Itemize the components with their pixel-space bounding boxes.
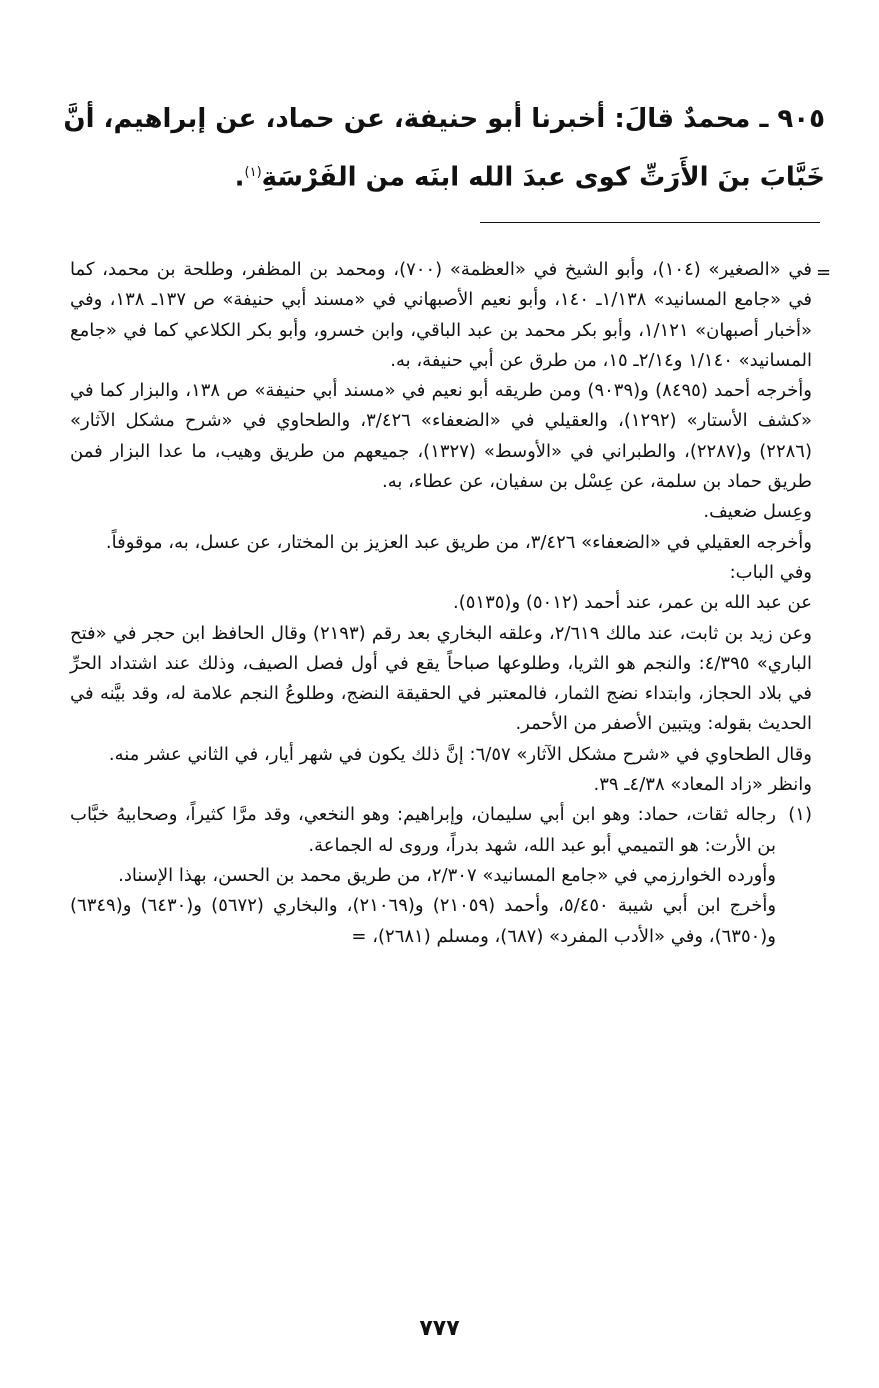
footnote-mark: (١) <box>788 804 812 826</box>
footnote-divider <box>480 222 820 223</box>
footnote-paragraph: وأخرج ابن أبي شيبة ٥/٤٥٠، وأحمد (٢١٠٥٩) و(٢١٠٦٩)، والبخاري (٥٦٧٢) و(٦٤٣٠) و(٦٣٤٩) و(٦٣٥٠)، وفي «الأدب المفرد» (٦٨٧)، ومسلم (٢٦٨١)، = <box>70 895 777 947</box>
footnotes-area <box>70 255 812 952</box>
footnote-text: رجاله ثقات، حماد: وهو ابن أبي سليمان، وإبراهيم: وهو النخعي، وقد مرَّا كثيراً، وصحابيهُ خبَّاب بن الأرت: هو التميمي أبو عبد الله، شهد بدراً، وروى له الجماعة. <box>70 804 776 856</box>
hadith-end-mark: . <box>234 162 245 193</box>
note-paragraph: وعن زيد بن ثابت، عند مالك ٢/٦١٩، وعلقه البخاري بعد رقم (٢١٩٣) وقال الحافظ ابن حجر في «فتح الباري» ٤/٣٩٥: والنجم هو الثريا، وطلوعها صباحاً يقع في أول فصل الصيف، وذلك عند اشتداد الحرِّ في بلاد الحجاز، وابتداء نضج الثمار، فالمعتبر في الحقيقة النضج، وطلوعُ النجم علامة له، وقد بيَّنه في الحديث بقوله: ويتبين الأصفر من الأحمر. <box>70 622 812 735</box>
note-paragraph: عن عبد الله بن عمر، عند أحمد (٥٠١٢) و(٥١٣٥). <box>453 592 812 614</box>
note-paragraph: وفي الباب: <box>729 561 812 583</box>
hadith-line-1: ٩٠٥ ـ محمدٌ قالَ: أخبرنا أبو حنيفة، عن حماد، عن إبراهيم، أنَّ <box>63 104 825 134</box>
footnote-paragraph: وأورده الخوارزمي في «جامع المسانيد» ٢/٣٠٧، من طريق محمد بن الحسن، بهذا الإسناد. <box>118 864 776 886</box>
note-paragraph: وقال الطحاوي في «شرح مشكل الآثار» ٦/٥٧: إنَّ ذلك يكون في شهر أيار، في الثاني عشر منه. <box>108 743 812 765</box>
page-number: ٧٧٧ <box>419 1316 460 1341</box>
hadith-line-2 <box>60 146 825 205</box>
hadith-line-2-text: خَبَّابَ بنَ الأَرَتِّ كوى عبدَ الله ابنَه من الفَرْسَةِ <box>261 162 825 193</box>
continuation-mark: = <box>816 262 832 283</box>
footnote-1 <box>70 800 812 861</box>
note-paragraph: في «الصغير» (١٠٤)، وأبو الشيخ في «العظمة» (٧٠٠)، ومحمد بن المظفر، وطلحة بن محمد، كما في «جامع المسانيد» ١/١٣٨ـ ١٤٠، وأبو نعيم الأصبهاني في «مسند أبي حنيفة» ص ١٣٧ـ ١٣٨، وفي «أخبار أصبهان» ١/١٢١، وأبو بكر محمد بن عبد الباقي، وابن خسرو، وأبو بكر الكلاعي كما في «جامع المسانيد» ١/١٤٠ و٢/١٤ـ ١٥، من طرق عن أبي حنيفة، به. <box>70 259 813 371</box>
note-paragraph: وأخرجه أحمد (٨٤٩٥) و(٩٠٣٩) ومن طريقه أبو نعيم في «مسند أبي حنيفة» ص ١٣٨، والبزار كما في «كشف الأستار» (١٢٩٢)، والعقيلي في «الضعفاء» ٣/٤٢٦، والطحاوي في «شرح مشكل الآثار» (٢٢٨٦) و(٢٢٨٧)، والطبراني في «الأوسط» (١٣٢٧)، جميعهم من طريق وهيب، ما عدا البزار فمن طريق حماد بن سلمة، عن عِسْل بن سفيان، عن عطاء، به. <box>70 380 813 493</box>
footnote-reference: (١) <box>244 165 262 180</box>
note-paragraph: وانظر «زاد المعاد» ٤/٣٨ـ ٣٩. <box>593 774 812 796</box>
hadith-text <box>60 92 825 205</box>
note-paragraph: وعِسل ضعيف. <box>703 501 812 523</box>
note-paragraph: وأخرجه العقيلي في «الضعفاء» ٣/٤٢٦، من طريق عبد العزيز بن المختار، عن عسل، به، موقوفاً. <box>105 531 812 553</box>
